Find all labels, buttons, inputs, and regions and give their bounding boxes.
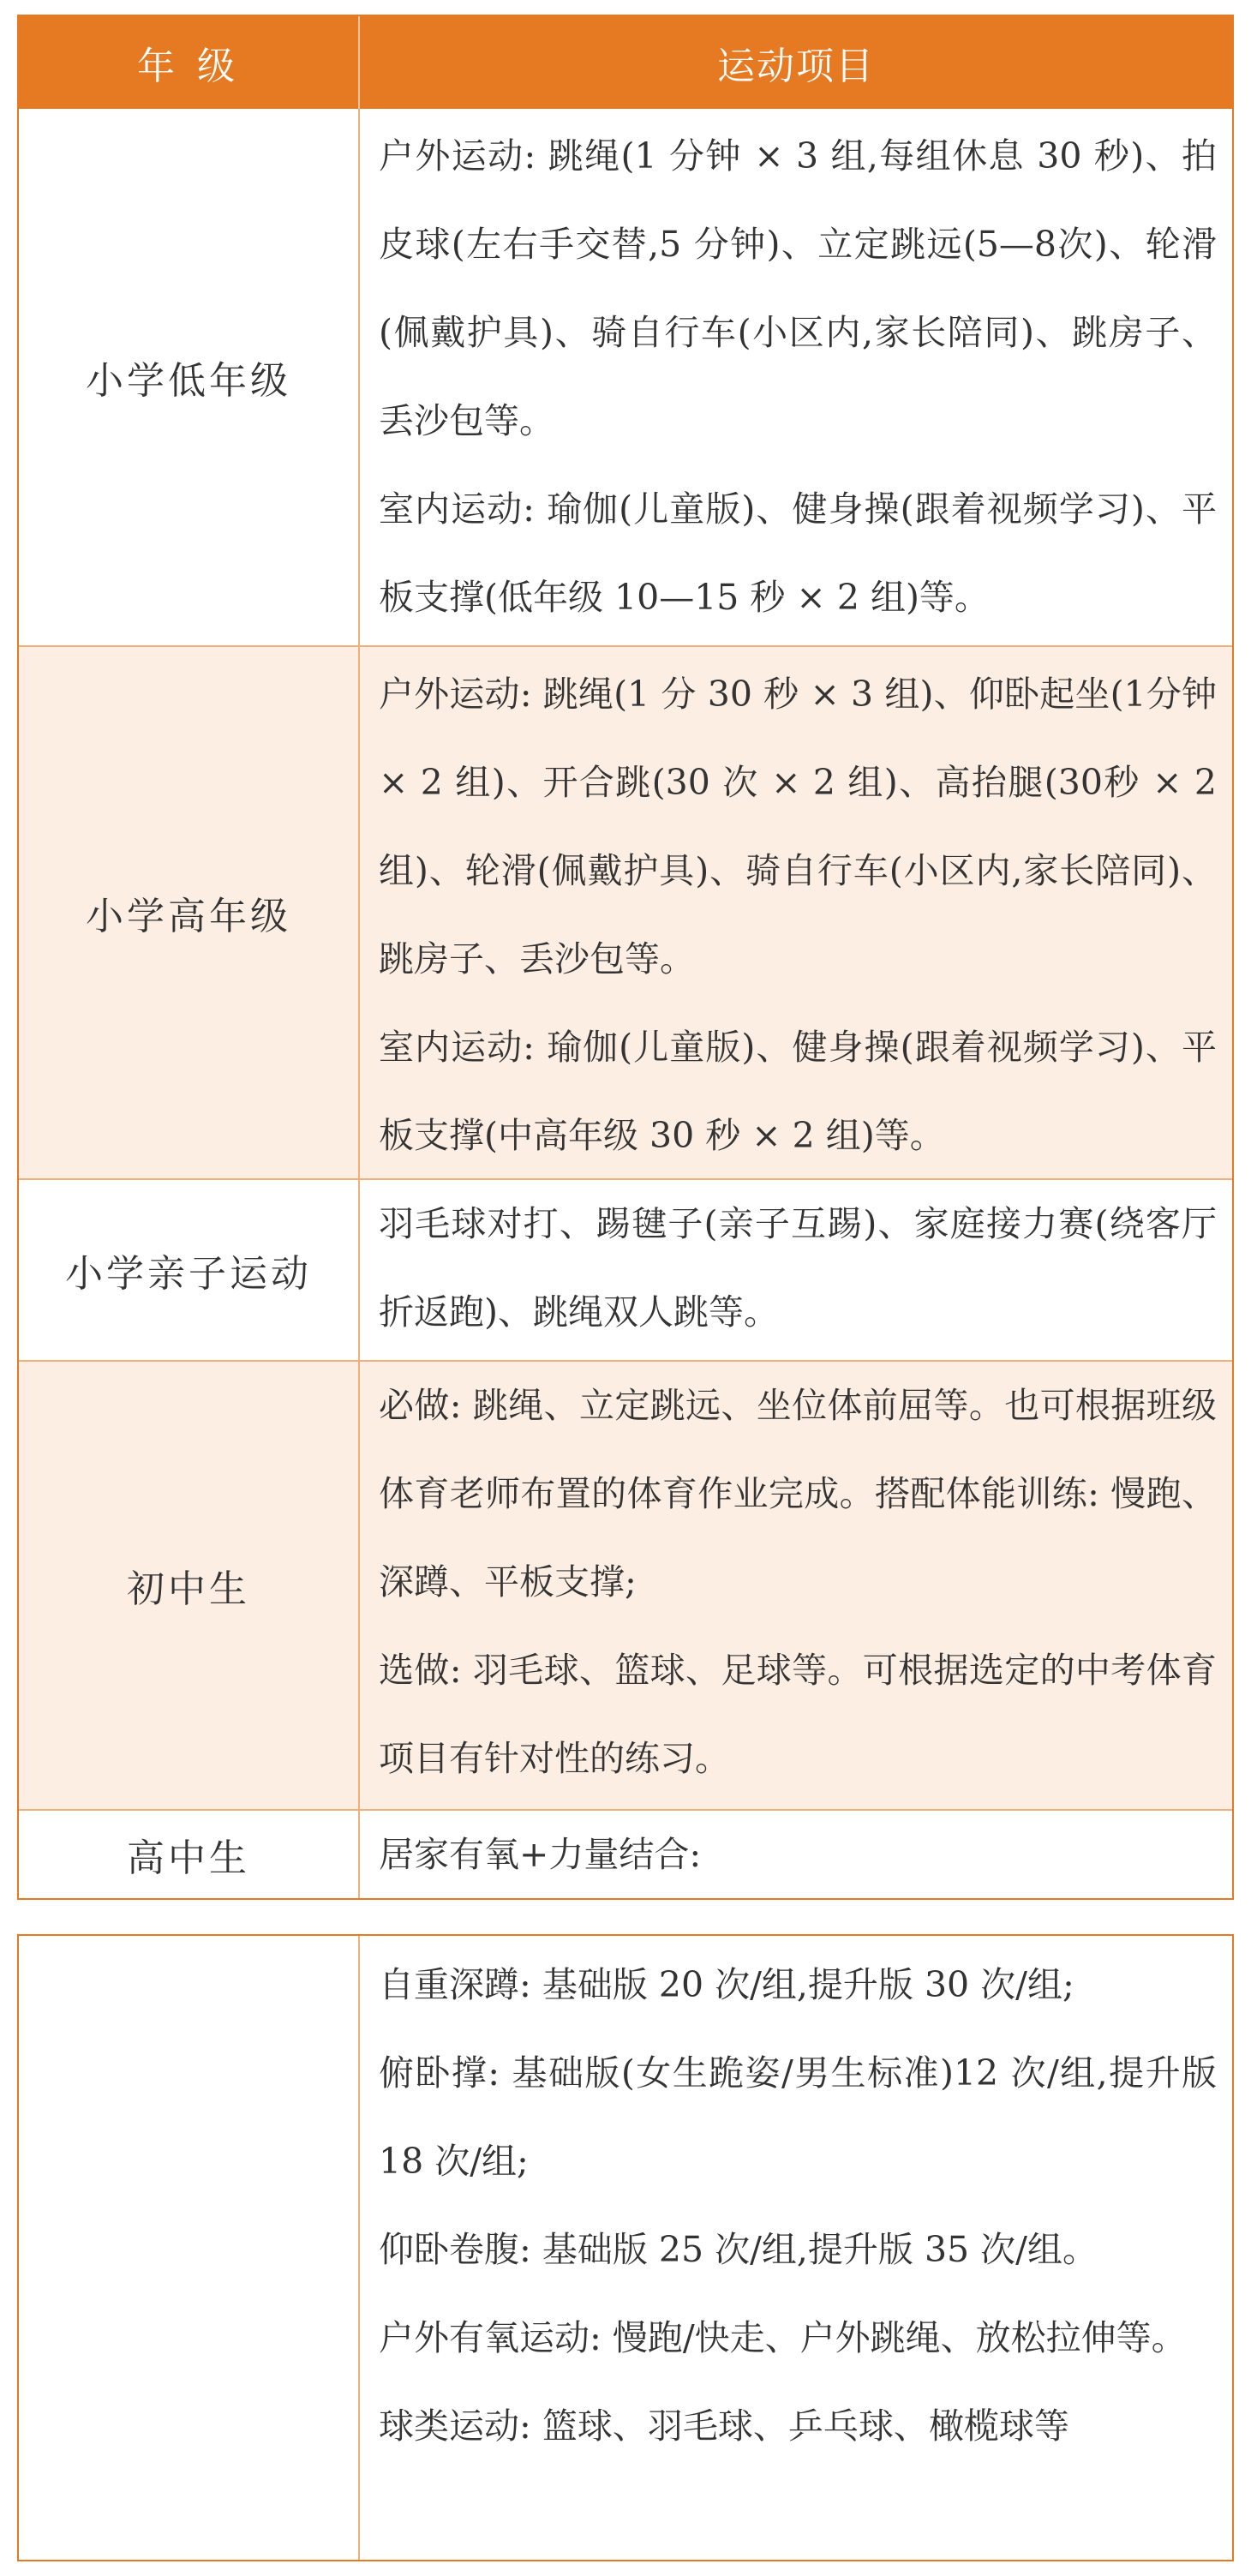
content-line: 户外运动: 跳绳(1 分钟 × 3 组,每组休息 30 秒)、拍皮球(左右手交替,5 分钟)、立定跳远(5—8次)、轮滑(佩戴护具)、骑自行车(小区内,家长陪同)、跳房子、丢沙包等。	[379, 135, 1217, 441]
content-cell	[360, 647, 1232, 1178]
content-line: 俯卧撑: 基础版(女生跪姿/男生标准)12 次/组,提升版 18 次/组;	[379, 2052, 1217, 2182]
content-line: 选做: 羽毛球、篮球、足球等。可根据选定的中考体育项目有针对性的练习。	[379, 1650, 1217, 1779]
content-cell	[360, 1811, 1232, 1898]
table-row-high-school	[19, 1809, 1232, 1898]
grade-cell: 高中生	[19, 1811, 360, 1898]
content-line: 室内运动: 瑜伽(儿童版)、健身操(跟着视频学习)、平板支撑(低年级 10—15 秒 × 2 组)等。	[379, 488, 1217, 618]
content-line: 户外有氧运动: 慢跑/快走、户外跳绳、放松拉伸等。	[379, 2317, 1187, 2358]
header-content: 运动项目	[717, 45, 875, 88]
exercise-table	[17, 15, 1234, 1900]
table-row-primary-lower	[19, 109, 1232, 645]
table-row-primary-upper	[19, 645, 1232, 1178]
exercise-table-continued	[17, 1934, 1234, 2561]
grade-cell: 初中生	[19, 1362, 360, 1809]
content-cell	[360, 109, 1232, 645]
content-line: 仰卧卷腹: 基础版 25 次/组,提升版 35 次/组。	[379, 2229, 1098, 2270]
content-line: 室内运动: 瑜伽(儿童版)、健身操(跟着视频学习)、平板支撑(中高年级 30 秒 × 2 组)等。	[379, 1027, 1217, 1156]
content-cell	[360, 1362, 1232, 1809]
content-line: 必做: 跳绳、立定跳远、坐位体前屈等。也可根据班级体育老师布置的体育作业完成。搭配体能训练: 慢跑、深蹲、平板支撑;	[379, 1385, 1217, 1603]
table-row-middle-school	[19, 1360, 1232, 1809]
table-header-row	[19, 16, 1232, 109]
grade-cell	[19, 1936, 360, 2560]
content-line: 球类运动: 篮球、羽毛球、乒乓球、橄榄球等	[379, 2405, 1069, 2447]
content-cell	[360, 1180, 1232, 1360]
table-row-family	[19, 1178, 1232, 1360]
content-cell	[360, 1936, 1232, 2560]
grade-cell: 小学亲子运动	[19, 1180, 360, 1360]
grade-cell: 小学低年级	[19, 109, 360, 645]
header-grade: 年 级	[19, 16, 360, 109]
content-line: 自重深蹲: 基础版 20 次/组,提升版 30 次/组;	[379, 1964, 1074, 2005]
content-line: 羽毛球对打、踢毽子(亲子互踢)、家庭接力赛(绕客厅折返跑)、跳绳双人跳等。	[379, 1203, 1217, 1333]
content-line: 户外运动: 跳绳(1 分 30 秒 × 3 组)、仰卧起坐(1分钟 × 2 组)、开合跳(30 次 × 2 组)、高抬腿(30秒 × 2 组)、轮滑(佩戴护具)、骑自行车(小区内,家长陪同)、跳房子、丢沙包等。	[379, 674, 1217, 979]
content-line: 居家有氧+力量结合:	[379, 1834, 702, 1875]
table-row-high-school-continued	[19, 1936, 1232, 2560]
grade-cell: 小学高年级	[19, 647, 360, 1178]
